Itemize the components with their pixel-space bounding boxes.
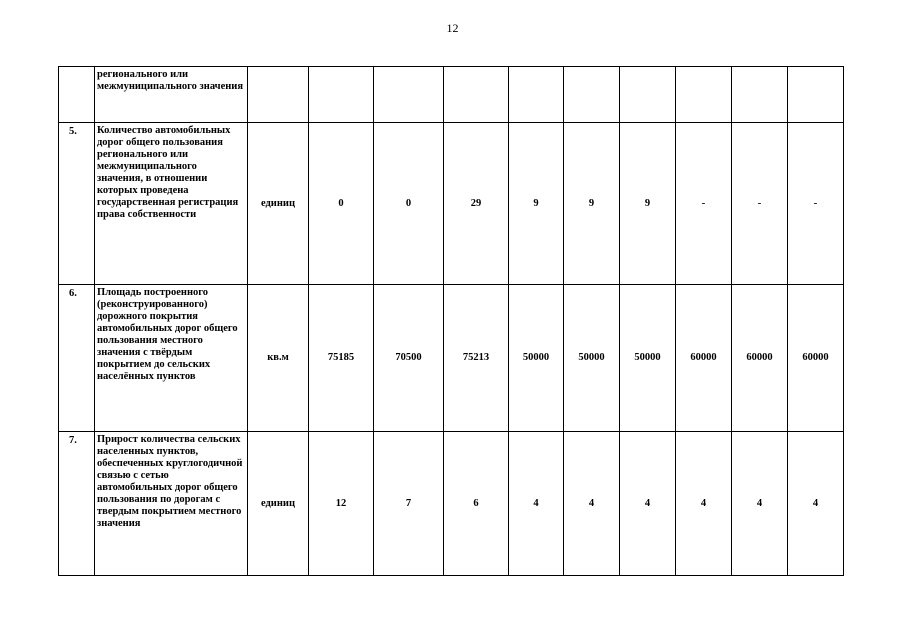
value-cell: - <box>676 123 732 285</box>
value-cell: 0 <box>374 123 444 285</box>
value-cell: 0 <box>309 123 374 285</box>
unit-cell: кв.м <box>248 285 309 432</box>
value-cell <box>309 67 374 123</box>
value-cell <box>509 67 564 123</box>
value-cell: 4 <box>509 432 564 576</box>
value-cell: 4 <box>676 432 732 576</box>
value-cell <box>676 67 732 123</box>
row-number: 7. <box>59 432 95 576</box>
table-row <box>59 123 844 285</box>
value-cell: 12 <box>309 432 374 576</box>
row-number: 6. <box>59 285 95 432</box>
indicator-name: Прирост количества сельских населенных пунктов, обеспеченных круглогодичной связью с сетью автомобильных дорог общего пользования по дорогам с твердым покрытием местного значения <box>95 432 248 576</box>
value-cell: 9 <box>509 123 564 285</box>
value-cell <box>374 67 444 123</box>
value-cell: 50000 <box>509 285 564 432</box>
value-cell: 50000 <box>620 285 676 432</box>
indicator-name: Количество автомобильных дорог общего пользования регионального или межмуниципального значения, в отношении которых проведена государственная регистрация права собственности <box>95 123 248 285</box>
table-row <box>59 67 844 123</box>
value-cell: 4 <box>620 432 676 576</box>
value-cell: 29 <box>444 123 509 285</box>
value-cell: 70500 <box>374 285 444 432</box>
page-number: 12 <box>446 21 459 35</box>
unit-cell: единиц <box>248 432 309 576</box>
value-cell <box>788 67 844 123</box>
value-cell <box>564 67 620 123</box>
value-cell: 75185 <box>309 285 374 432</box>
value-cell: 9 <box>620 123 676 285</box>
value-cell: 60000 <box>732 285 788 432</box>
row-number <box>59 67 95 123</box>
indicators-table <box>58 66 844 576</box>
indicator-name: Площадь построенного (реконструированного) дорожного покрытия автомобильных дорог общего пользования местного значения с твёрдым покрытием до сельских населённых пунктов <box>95 285 248 432</box>
unit-cell: единиц <box>248 123 309 285</box>
table-row <box>59 432 844 576</box>
value-cell <box>620 67 676 123</box>
value-cell: - <box>788 123 844 285</box>
value-cell: 6 <box>444 432 509 576</box>
indicator-name: регионального или межмуниципального значения <box>95 67 248 123</box>
value-cell: 4 <box>788 432 844 576</box>
table-row <box>59 285 844 432</box>
value-cell: 7 <box>374 432 444 576</box>
unit-cell <box>248 67 309 123</box>
value-cell: 60000 <box>788 285 844 432</box>
value-cell: 9 <box>564 123 620 285</box>
value-cell <box>732 67 788 123</box>
value-cell: 4 <box>732 432 788 576</box>
value-cell: 75213 <box>444 285 509 432</box>
value-cell: - <box>732 123 788 285</box>
value-cell: 60000 <box>676 285 732 432</box>
value-cell <box>444 67 509 123</box>
value-cell: 4 <box>564 432 620 576</box>
value-cell: 50000 <box>564 285 620 432</box>
row-number: 5. <box>59 123 95 285</box>
